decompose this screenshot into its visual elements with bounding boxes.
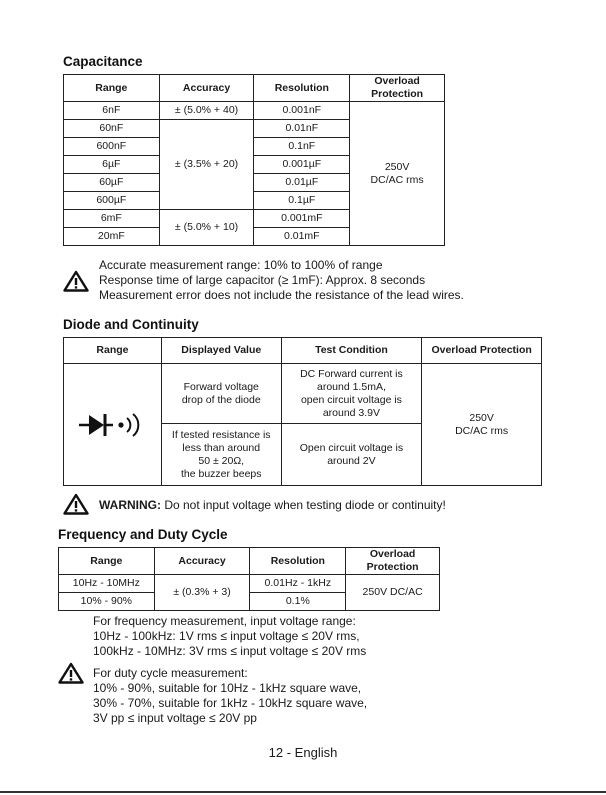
resolution-cell: 0.01Hz - 1kHz bbox=[250, 575, 346, 593]
accuracy-cell: ± (5.0% + 40) bbox=[159, 102, 254, 120]
note-line: 3V pp ≤ input voltage ≤ 20V pp bbox=[93, 711, 257, 725]
header-range: Range bbox=[64, 338, 162, 364]
header-overload: Overload Protection bbox=[422, 338, 542, 364]
header-range: Range bbox=[59, 548, 155, 575]
overload-cell: 250V DC/AC bbox=[346, 575, 440, 611]
header-test-condition: Test Condition bbox=[281, 338, 422, 364]
capacitance-notes bbox=[99, 258, 464, 303]
resolution-cell: 0.01mF bbox=[254, 228, 350, 246]
resolution-cell: 0.001µF bbox=[254, 156, 350, 174]
diode-table bbox=[63, 337, 542, 486]
bottom-divider bbox=[0, 791, 606, 793]
header-overload: Overload Protection bbox=[346, 548, 440, 575]
header-accuracy: Accuracy bbox=[154, 548, 250, 575]
overload-cell: 250V DC/AC rms bbox=[422, 364, 542, 486]
header-range: Range bbox=[64, 75, 160, 102]
resolution-cell: 0.01nF bbox=[254, 120, 350, 138]
note-line: 30% - 70%, suitable for 1kHz - 10kHz square wave, bbox=[93, 696, 368, 710]
range-cell: 600nF bbox=[64, 138, 160, 156]
accuracy-cell: ± (5.0% + 10) bbox=[159, 210, 254, 246]
resolution-cell: 0.001nF bbox=[254, 102, 350, 120]
header-displayed-value: Displayed Value bbox=[161, 338, 281, 364]
resolution-cell: 0.1% bbox=[250, 593, 346, 611]
range-cell: 60µF bbox=[64, 174, 160, 192]
note-line: Measurement error does not include the resistance of the lead wires. bbox=[99, 288, 464, 302]
accuracy-cell: ± (0.3% + 3) bbox=[154, 575, 250, 611]
page-footer: 12 - English bbox=[268, 745, 338, 760]
resolution-cell: 0.1µF bbox=[254, 192, 350, 210]
note-line: For duty cycle measurement: bbox=[93, 666, 248, 680]
frequency-table bbox=[58, 547, 440, 611]
warning-label: WARNING: bbox=[99, 498, 161, 512]
header-resolution: Resolution bbox=[254, 75, 350, 102]
range-cell: 60nF bbox=[64, 120, 160, 138]
diode-title: Diode and Continuity bbox=[63, 317, 199, 332]
diode-continuity-icon bbox=[77, 410, 147, 440]
warning-triangle-icon bbox=[58, 662, 84, 684]
warning-triangle-icon bbox=[63, 270, 89, 292]
warning-triangle-icon bbox=[63, 493, 89, 515]
note-line: 100kHz - 10MHz: 3V rms ≤ input voltage ≤ 20V rms bbox=[93, 644, 367, 658]
note-line: Accurate measurement range: 10% to 100% of range bbox=[99, 258, 383, 272]
displayed-value-cell: Forward voltage drop of the diode bbox=[161, 364, 281, 424]
capacitance-table bbox=[63, 74, 445, 246]
note-line: For frequency measurement, input voltage range: bbox=[93, 614, 356, 628]
frequency-notes bbox=[93, 614, 366, 659]
accuracy-cell: ± (3.5% + 20) bbox=[159, 120, 254, 210]
duty-cycle-notes bbox=[93, 666, 367, 726]
resolution-cell: 0.001mF bbox=[254, 210, 350, 228]
range-cell: 20mF bbox=[64, 228, 160, 246]
range-cell: 6mF bbox=[64, 210, 160, 228]
range-cell: 600µF bbox=[64, 192, 160, 210]
header-accuracy: Accuracy bbox=[159, 75, 254, 102]
capacitance-title: Capacitance bbox=[63, 54, 143, 69]
header-overload: Overload Protection bbox=[350, 75, 445, 102]
range-cell: 10% - 90% bbox=[59, 593, 155, 611]
displayed-value-cell: If tested resistance is less than around 50 ± 20Ω, the buzzer beeps bbox=[161, 424, 281, 486]
note-line: 10% - 90%, suitable for 10Hz - 1kHz square wave, bbox=[93, 681, 362, 695]
note-line: 10Hz - 100kHz: 1V rms ≤ input voltage ≤ 20V rms, bbox=[93, 629, 360, 643]
diode-warning bbox=[99, 498, 446, 513]
resolution-cell: 0.01µF bbox=[254, 174, 350, 192]
range-cell: 6µF bbox=[64, 156, 160, 174]
note-line: Response time of large capacitor (≥ 1mF): Approx. 8 seconds bbox=[99, 273, 426, 287]
test-condition-cell: DC Forward current is around 1.5mA, open circuit voltage is around 3.9V bbox=[281, 364, 422, 424]
range-cell: 6nF bbox=[64, 102, 160, 120]
frequency-title: Frequency and Duty Cycle bbox=[58, 527, 228, 542]
diode-range-cell bbox=[64, 364, 162, 486]
warning-text: Do not input voltage when testing diode or continuity! bbox=[161, 498, 446, 512]
header-resolution: Resolution bbox=[250, 548, 346, 575]
resolution-cell: 0.1nF bbox=[254, 138, 350, 156]
overload-cell: 250V DC/AC rms bbox=[350, 102, 445, 246]
range-cell: 10Hz - 10MHz bbox=[59, 575, 155, 593]
test-condition-cell: Open circuit voltage is around 2V bbox=[281, 424, 422, 486]
